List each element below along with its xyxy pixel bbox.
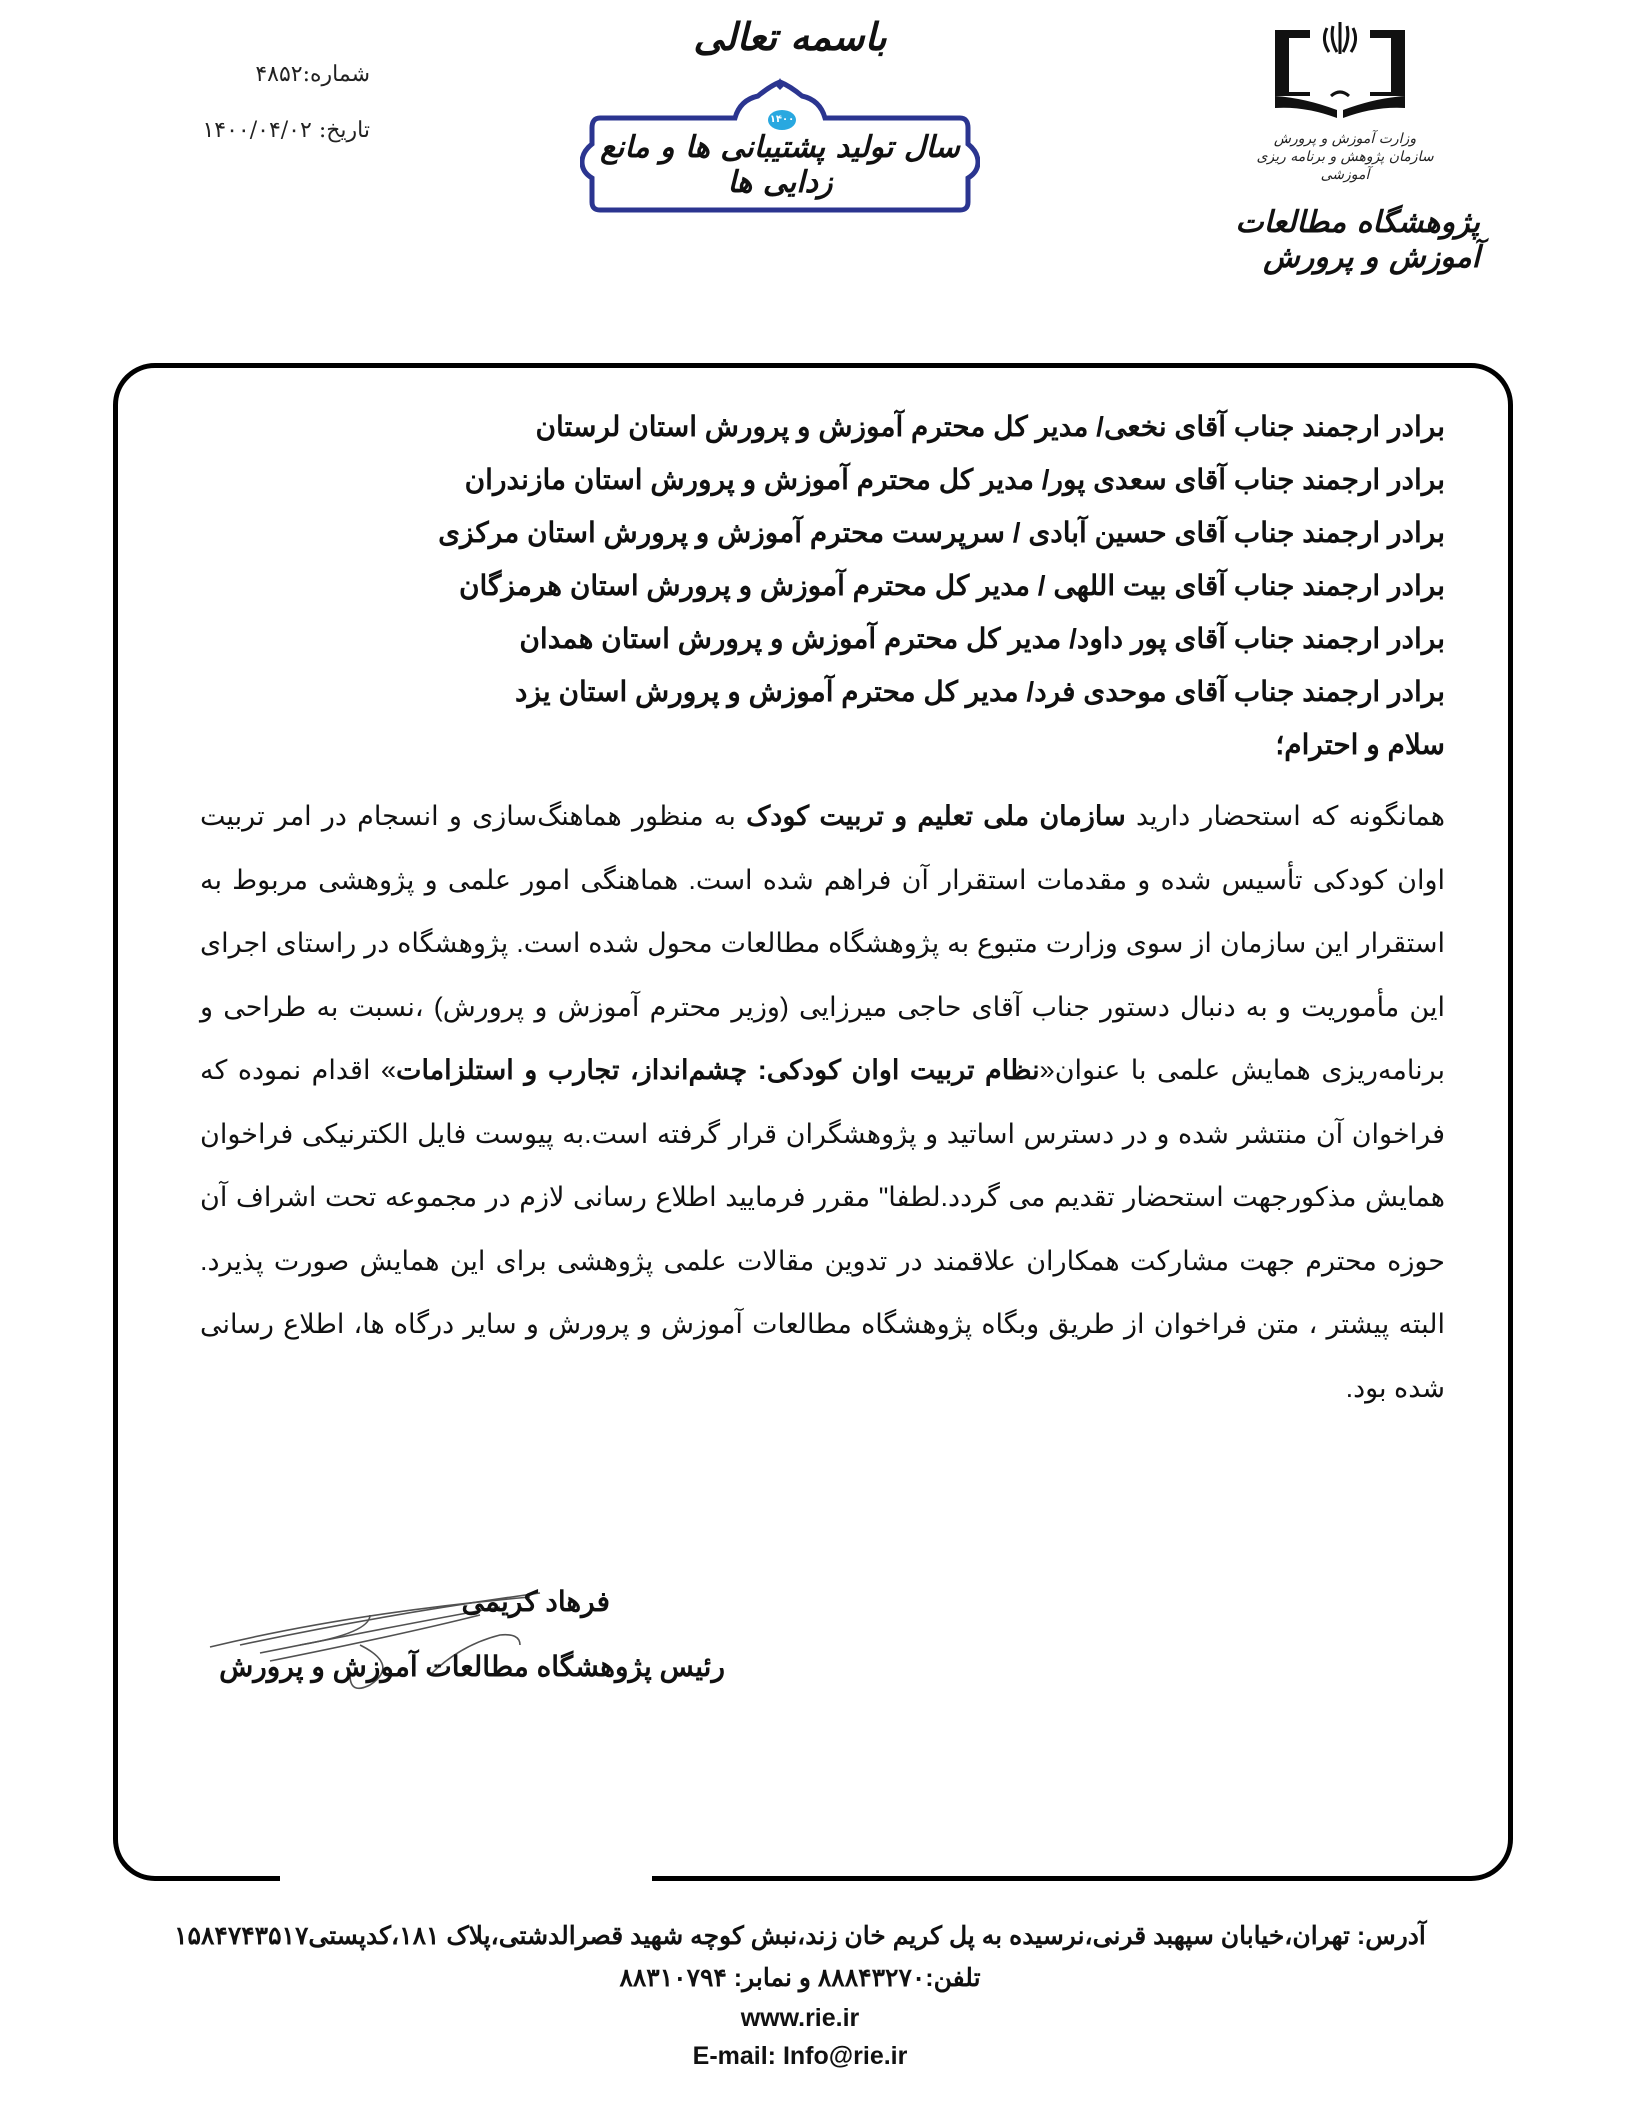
- banner-dot-left: [587, 159, 593, 165]
- signer-name: فرهاد کریمی: [461, 1586, 610, 1617]
- letter-number-value: ۴۸۵۲: [255, 62, 303, 87]
- bismillah-heading: باسمه تعالی: [693, 14, 887, 59]
- body-bold-organization: سازمان ملی تعلیم و تربیت کودک: [746, 801, 1126, 831]
- footer-phone: تلفن:۸۸۸۴۳۲۷۰ و نمابر: ۸۸۳۱۰۷۹۴: [619, 1964, 981, 1992]
- recipient-line: برادر ارجمند جناب آقای پور داود/ مدیر کل محترم آموزش و پرورش استان همدان: [519, 623, 1445, 654]
- letter-footer: [120, 1915, 1480, 2075]
- greeting: سلام و احترام؛: [1275, 729, 1445, 760]
- recipient-line: برادر ارجمند جناب آقای حسین آبادی / سرپرست محترم آموزش و پرورش استان مرکزی: [438, 517, 1445, 548]
- slogan-text: سال تولید پشتیبانی ها و مانع زدایی ها: [600, 130, 960, 200]
- footer-website-link[interactable]: www.rie.ir: [740, 2004, 860, 2032]
- recipient-line: برادر ارجمند جناب آقای موحدی فرد/ مدیر کل محترم آموزش و پرورش استان یزد: [514, 676, 1445, 707]
- letter-date: [170, 118, 370, 143]
- slogan-year-badge: ۱۴۰۰: [768, 110, 796, 130]
- body-paragraph: [200, 785, 1445, 1420]
- recipient-line: برادر ارجمند جناب آقای سعدی پور/ مدیر کل محترم آموزش و پرورش استان مازندران: [464, 464, 1445, 495]
- letter-date-label: تاریخ:: [318, 118, 370, 143]
- body-bold-conference-title: نظام تربیت اوان کودکی: چشم‌انداز، تجارب و استلزامات: [396, 1055, 1040, 1085]
- signer-title: رئیس پژوهشگاه مطالعات آموزش و پرورش: [219, 1651, 725, 1682]
- body-text-2: به منظور هماهنگ‌سازی و انسجام در امر تربیت اوان کودکی تأسیس شده و مقدمات استقرار آن فراهم شده است. هماهنگی امور علمی و پژوهشی مربوط به استقرار این سازمان از سوی وزارت متبوع به پژوهشگاه مطالعات محول شده است. پژوهشگاه در راستای اجرای این مأموریت و به دنبال دستور جناب آقای حاجی میرزایی (وزیر محترم آموزش و پرورش) ،نسبت به طراحی و برنامه‌ریزی همایش علمی با عنوان«: [200, 801, 1445, 1085]
- institute-name: پژوهشگاه مطالعات آموزش و پرورش: [1235, 205, 1480, 275]
- letter-date-value: ۱۴۰۰/۰۴/۰۲: [202, 118, 312, 143]
- footer-address: آدرس: تهران،خیابان سپهبد قرنی،نرسیده به پل کریم خان زند،نبش کوچه شهید قصرالدشتی،پلاک ۱۸۱،کدپستی۱۵۸۴۷۴۳۵۱۷: [174, 1922, 1426, 1950]
- ministry-name: [1230, 130, 1460, 184]
- recipients-list: [200, 400, 1445, 718]
- letter-number-label: شماره:: [302, 62, 370, 87]
- ministry-line-1: وزارت آموزش و پرورش: [1273, 131, 1417, 147]
- letter-number: [250, 62, 370, 87]
- banner-dot-right: [967, 159, 973, 165]
- recipient-line: برادر ارجمند جناب آقای بیت اللهی / مدیر کل محترم آموزش و پرورش استان هرمزگان: [458, 570, 1445, 601]
- body-text-3: » اقدام نموده که فراخوان آن منتشر شده و در دسترس اساتید و پژوهشگران قرار گرفته است.به پیوست فایل الکترنیکی فراخوان همایش مذکورجهت استحضار تقدیم می گردد.لطفا" مقرر فرمایید اطلاع رسانی لازم در مجموعه تحت اشراف آن حوزه محترم جهت مشارکت همکاران علاقمند در تدوین مقالات علمی پژوهشی برای این همایش صورت پذیرد. البته پیشتر ، متن فراخوان از طریق وبگاه پژوهشگاه مطالعات آموزش و پرورش و سایر درگاه ها، اطلاع رسانی شده بود.: [200, 1055, 1445, 1403]
- recipient-line: برادر ارجمند جناب آقای نخعی/ مدیر کل محترم آموزش و پرورش استان لرستان: [535, 411, 1445, 442]
- footer-email-link[interactable]: E-mail: Info@rie.ir: [692, 2042, 908, 2070]
- body-text-1: همانگونه که استحضار دارید: [1125, 801, 1446, 831]
- frame-gap: [280, 1870, 652, 1890]
- ministry-line-2: سازمان پژوهش و برنامه ریزی آموزشی: [1256, 149, 1434, 183]
- ministry-logo-icon: [1275, 18, 1405, 118]
- letter-body: [200, 400, 1445, 1420]
